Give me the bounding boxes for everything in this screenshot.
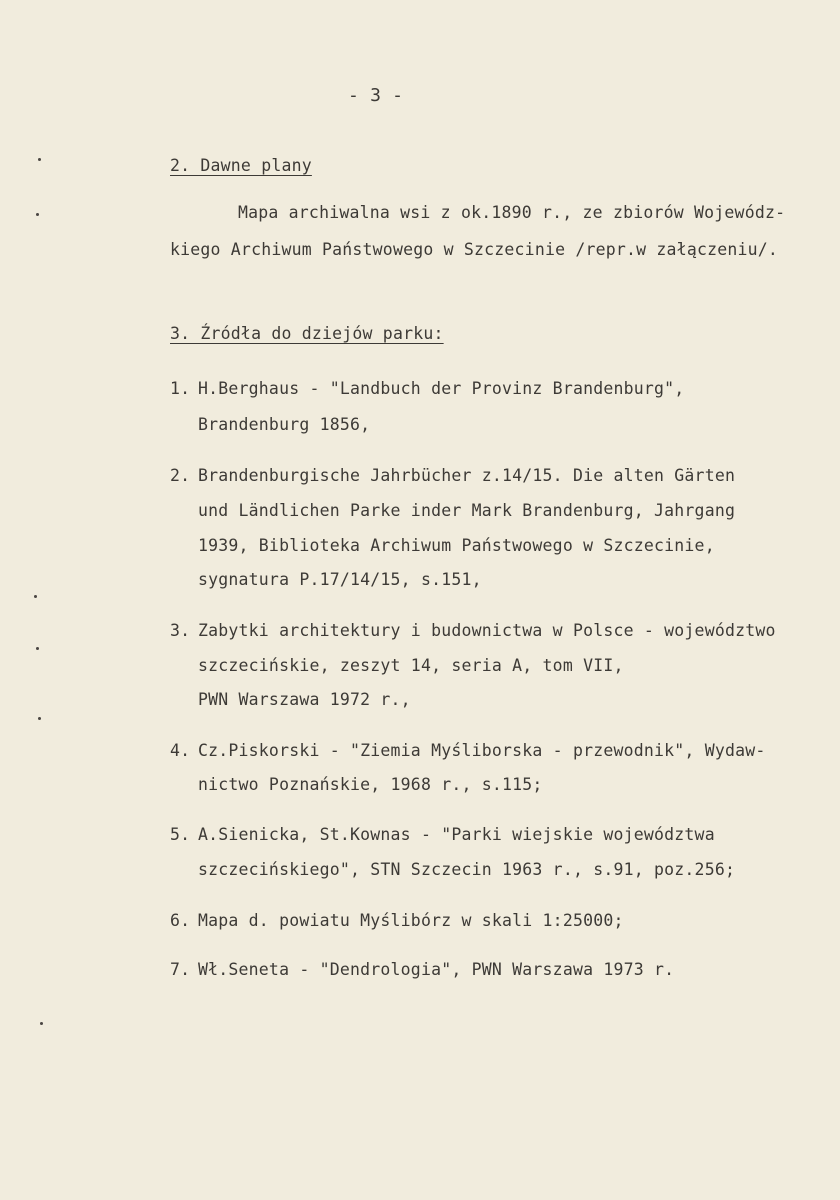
source-line: A.Sienicka, St.Kownas - "Parki wiejskie województwa — [198, 825, 715, 844]
scan-speck — [36, 647, 39, 650]
source-number: 6. — [170, 911, 191, 930]
source-line: Wł.Seneta - "Dendrologia", PWN Warszawa 1973 r. — [198, 960, 675, 979]
source-line: szczecińskiego", STN Szczecin 1963 r., s.91, poz.256; — [198, 860, 736, 879]
source-line: PWN Warszawa 1972 r., — [198, 690, 411, 709]
source-line: Mapa d. powiatu Myślibórz w skali 1:25000; — [198, 911, 624, 930]
source-line: H.Berghaus - "Landbuch der Provinz Brandenburg", — [198, 379, 685, 398]
scan-speck — [38, 717, 41, 720]
source-number: 5. — [170, 825, 191, 844]
scan-speck — [38, 158, 41, 161]
scan-speck — [40, 1022, 43, 1025]
source-line: 1939, Biblioteka Archiwum Państwowego w Szczecinie, — [198, 536, 715, 555]
source-line: sygnatura P.17/14/15, s.151, — [198, 570, 482, 589]
section-3-heading: 3. Źródła do dziejów parku: — [170, 324, 444, 343]
source-number: 4. — [170, 741, 191, 760]
source-number: 7. — [170, 960, 191, 979]
source-line: nictwo Poznańskie, 1968 r., s.115; — [198, 775, 543, 794]
scan-speck — [34, 595, 37, 598]
scan-speck — [36, 213, 39, 216]
section-2-heading: 2. Dawne plany — [170, 156, 312, 175]
source-number: 1. — [170, 379, 191, 398]
page-number: - 3 - — [348, 85, 404, 106]
source-number: 3. — [170, 621, 191, 640]
source-line: und Ländlichen Parke inder Mark Brandenburg, Jahrgang — [198, 501, 736, 520]
source-line: Zabytki architektury i budownictwa w Polsce - województwo — [198, 621, 776, 640]
section-2-line-2: kiego Archiwum Państwowego w Szczecinie /repr.w załączeniu/. — [170, 240, 779, 259]
source-line: Brandenburg 1856, — [198, 415, 371, 434]
section-2-line-1: Mapa archiwalna wsi z ok.1890 r., ze zbiorów Wojewódz- — [238, 203, 786, 222]
source-line: Cz.Piskorski - "Ziemia Myśliborska - przewodnik", Wydaw- — [198, 741, 766, 760]
source-number: 2. — [170, 466, 191, 485]
source-line: Brandenburgische Jahrbücher z.14/15. Die alten Gärten — [198, 466, 736, 485]
source-line: szczecińskie, zeszyt 14, seria A, tom VII, — [198, 656, 624, 675]
